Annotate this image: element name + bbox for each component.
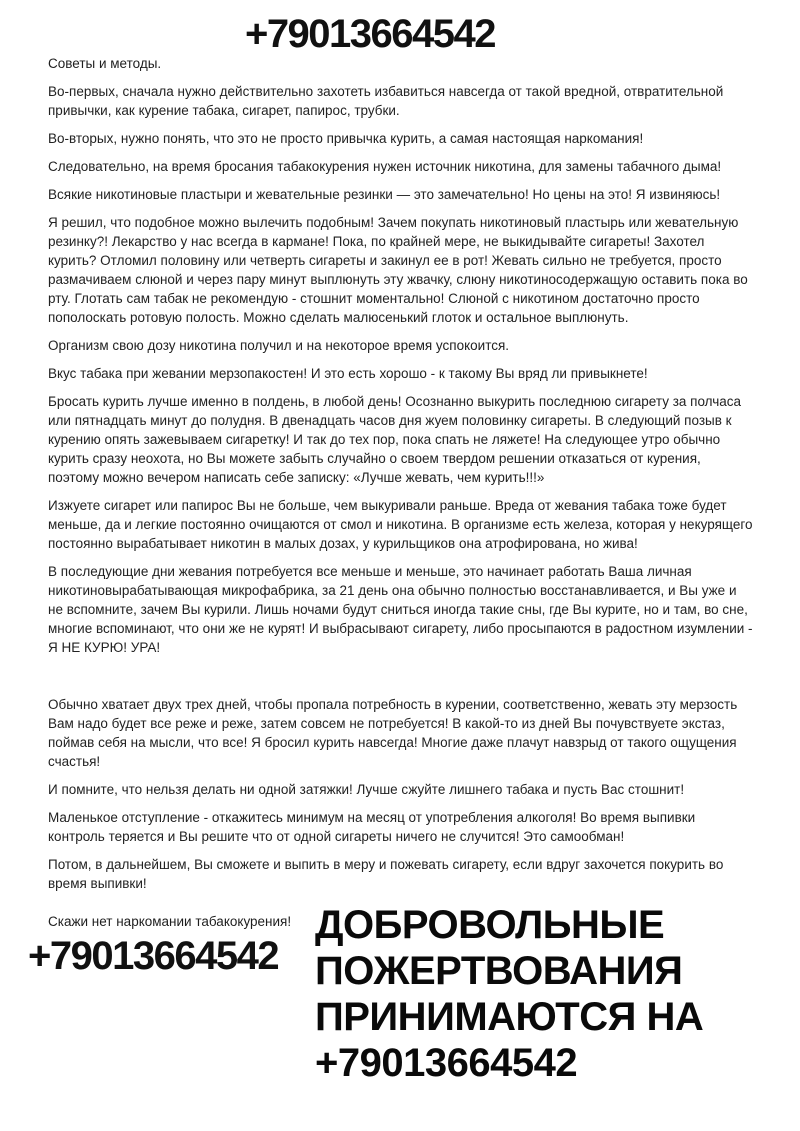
document-subtitle: Советы и методы. xyxy=(48,56,162,71)
paragraph: Бросать курить лучше именно в полдень, в любой день! Осознанно выкурить последнюю сигарету за полчаса или пятнадцать минут до полудня. В двенадцать часов дня жуем половинку сигареты. В следующий позыв к курению опять зажевываем сигаретку! И так до тех пор, пока спать не ляжете! На следующее утро обычно курить сразу неохота, но Вы можете забыть случайно о своем твердом решении отказаться от курения, поэтому можно вечером написать себе записку: «Лучше жевать, чем курить!!!» xyxy=(48,394,742,485)
paragraph: Изжуете сигарет или папирос Вы не больше, чем выкуривали раньше. Вреда от жевания табака тоже будет меньше, да и легкие постоянно очищаются от смол и никотина. В организме есть железа, которая у некурящего постоянно вырабатывает никотин в малых дозах, у курильщиков она атрофирована, но жива! xyxy=(48,498,753,551)
anti-smoking-slogan: Скажи нет наркомании табакокурения! xyxy=(48,914,292,929)
footer-left-column xyxy=(0,902,312,1086)
paragraph: Организм свою дозу никотина получил и на некоторое время успокоится. xyxy=(48,338,510,353)
donation-line: ПРИНИМАЮТСЯ НА xyxy=(315,995,704,1039)
paragraph: Потом, в дальнейшем, Вы сможете и выпить в меру и пожевать сигарету, если вдруг захочется покурить во время выпивки! xyxy=(48,857,724,891)
paragraph: И помните, что нельзя делать ни одной затяжки! Лучше сжуйте лишнего табака и пусть Вас стошнит! xyxy=(48,782,685,797)
paragraph: Обычно хватает двух трех дней, чтобы пропала потребность в курении, соответственно, жевать эту мерзость Вам надо будет все реже и реже, затем совсем не потребуется! В какой-то из дней Вы почувствуете экстаз, поймав себя на мысли, что все! Я бросил курить навсегда! Многие даже плачут навзрыд от такого ощущения счастья! xyxy=(48,697,738,769)
paragraph: Я решил, что подобное можно вылечить подобным! Зачем покупать никотиновый пластырь или жевательную резинку?! Лекарство у нас всегда в кармане! Пока, по крайней мере, не выкидывайте сигареты! Захотел курить? Отломил половину или четверть сигареты и закинул ее в рот! Жевать сильно не требуется, просто размачиваем слюной и через пару минут выплюнуть эту жвачку, слюну никотиносодержащую оставить пока во рту. Глотать сам табак не рекомендую - стошнит моментально! Слюной с никотином достаточно просто пополоскать ротовую полость. Можно сделать малюсенький глоток и остальное выплюнуть. xyxy=(48,215,748,325)
paragraph: Во-первых, сначала нужно действительно захотеть избавиться навсегда от такой вредной, отвратительной привычки, как курение табака, сигарет, папирос, трубки. xyxy=(48,84,724,118)
footer-phone-number: +79013664542 xyxy=(28,934,279,978)
paragraph: Во-вторых, нужно понять, что это не просто привычка курить, а самая настоящая наркомания! xyxy=(48,131,644,146)
paragraph: Всякие никотиновые пластыри и жевательные резинки — это замечательно! Но цены на это! Я извиняюсь! xyxy=(48,187,721,202)
donation-phone-number: +79013664542 xyxy=(315,1041,578,1085)
paragraph: Следовательно, на время бросания табакокурения нужен источник никотина, для замены табачного дыма! xyxy=(48,159,722,174)
paragraph: Маленькое отступление - откажитесь минимум на месяц от употребления алкоголя! Во время выпивки контроль теряется и Вы решите что от одной сигареты ничего не случится! Это самообман! xyxy=(48,810,696,844)
paragraph: Вкус табака при жевании мерзопакостен! И это есть хорошо - к такому Вы вряд ли привыкнете! xyxy=(48,366,648,381)
paragraph: В последующие дни жевания потребуется все меньше и меньше, это начинает работать Ваша личная никотиновырабатывающая микрофабрика, за 21 день она обычно полностью восстанавливается, и Вы уже и не вспомните, зачем Вы курили. Лишь ночами будут сниться иногда такие сны, где Вы курите, но и там, во сне, многие вспоминают, что они же не курят! И выбрасывают сигарету, либо просыпаются в радостном изумлении - Я НЕ КУРЮ! УРА! xyxy=(48,564,753,655)
donation-line: ДОБРОВОЛЬНЫЕ xyxy=(315,903,665,947)
footer-section xyxy=(0,902,800,1086)
donation-line: ПОЖЕРТВОВАНИЯ xyxy=(315,949,683,993)
header-phone-number: +79013664542 xyxy=(244,12,496,56)
donation-announcement xyxy=(312,902,800,1086)
document-body xyxy=(0,82,800,893)
